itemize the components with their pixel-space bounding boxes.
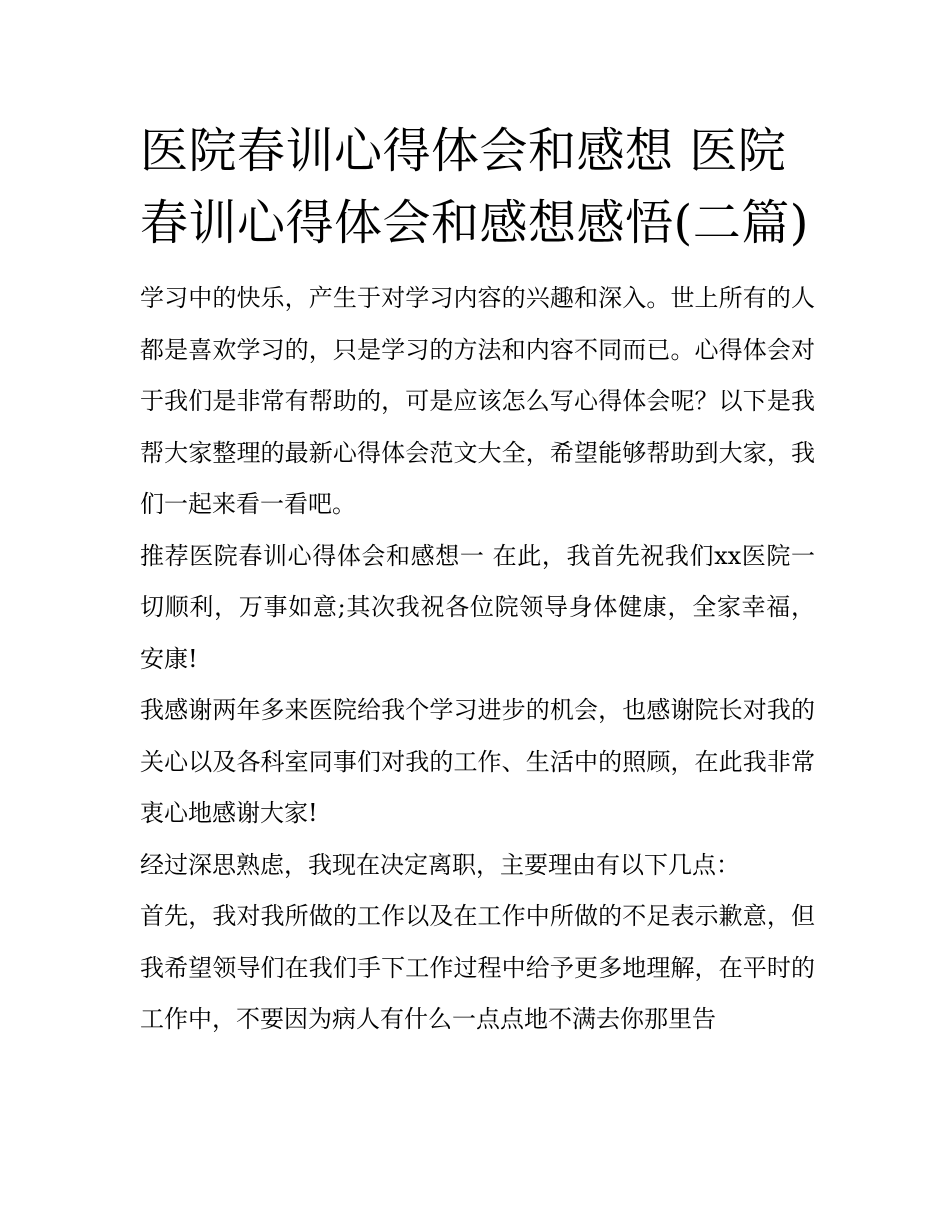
paragraph-thanks: 我感谢两年多来医院给我个学习进步的机会，也感谢院长对我的关心以及各科室同事们对我的工作、生活中的照顾，在此我非常衷心地感谢大家! [140,696,815,827]
paragraph-first-reason: 首先，我对我所做的工作以及在工作中所做的不足表示歉意，但我希望领导们在我们手下工作过程中给予更多地理解，在平时的工作中，不要因为病人有什么一点点地不满去你那里告 [140,902,815,1033]
paragraph-decision: 经过深思熟虑，我现在决定离职，主要理由有以下几点： [140,850,740,879]
paragraph-intro: 学习中的快乐，产生于对学习内容的兴趣和深入。世上所有的人都是喜欢学习的，只是学习的方法和内容不同而已。心得体会对于我们是非常有帮助的，可是应该怎么写心得体会呢？以下是我帮大家整理的最新心得体会范文大全，希望能够帮助到大家，我们一起来看一看吧。 [140,284,815,518]
paragraph-recommendation: 推荐医院春训心得体会和感想一 在此，我首先祝我们xx医院一切顺利，万事如意;其次我祝各位院领导身体健康，全家幸福，安康! [140,541,815,673]
document-body [140,115,815,1046]
document-title: 医院春训心得体会和感想 医院春训心得体会和感想感悟(二篇) [140,123,809,251]
